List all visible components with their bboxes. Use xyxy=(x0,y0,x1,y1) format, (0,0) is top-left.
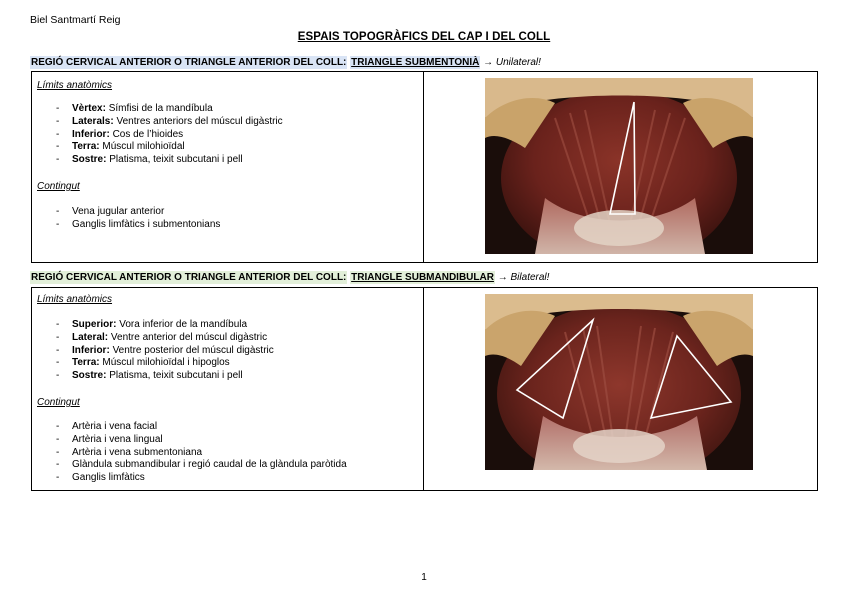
list-item: - Glàndula submandibular i regió caudal de la glàndula paròtida xyxy=(56,459,347,471)
limits-list xyxy=(56,103,283,167)
author-name: Biel Santmartí Reig xyxy=(30,14,121,26)
image-column xyxy=(424,72,817,262)
list-item: - Sostre: Platisma, teixit subcutani i pell xyxy=(56,370,243,382)
list-item: - Artèria i vena submentoniana xyxy=(56,446,203,458)
section-note: Unilateral! xyxy=(495,57,541,68)
list-item: - Terra: Múscul milohioïdal xyxy=(56,141,185,153)
list-item: - Sostre: Platisma, teixit subcutani i pell xyxy=(56,154,243,166)
section-prefix: REGIÓ CERVICAL ANTERIOR O TRIANGLE ANTERIOR DEL COLL: xyxy=(31,272,347,283)
page-number: 1 xyxy=(421,572,427,583)
list-item: - Vena jugular anterior xyxy=(56,206,165,217)
content-list xyxy=(56,421,347,485)
list-item: - Lateral: Ventre anterior del múscul digàstric xyxy=(56,331,268,343)
limits-list xyxy=(56,319,274,383)
section-name: TRIANGLE SUBMENTONIÀ xyxy=(351,57,480,68)
list-item: - Laterals: Ventres anteriors del múscul digàstric xyxy=(56,115,283,127)
section-prefix: REGIÓ CERVICAL ANTERIOR O TRIANGLE ANTERIOR DEL COLL: xyxy=(31,57,347,68)
list-item: - Artèria i vena lingual xyxy=(56,433,163,445)
list-item: - Vèrtex: Símfisi de la mandíbula xyxy=(56,103,213,114)
section-box-submental xyxy=(31,71,818,263)
section-name: TRIANGLE SUBMANDIBULAR xyxy=(351,272,494,283)
content-list xyxy=(56,206,220,232)
section-heading-submental xyxy=(30,57,541,68)
list-item: - Artèria i vena facial xyxy=(56,421,158,432)
list-item: - Inferior: Ventre posterior del múscul digàstric xyxy=(56,344,274,356)
arrow-icon: → xyxy=(483,57,494,68)
content-label: Contingut xyxy=(37,397,80,408)
list-item: - Superior: Vora inferior de la mandíbula xyxy=(56,319,248,330)
arrow-icon: → xyxy=(497,272,508,283)
text-column xyxy=(32,288,424,490)
section-box-submandibular xyxy=(31,287,818,491)
content-label: Contingut xyxy=(37,181,80,192)
anatomy-photo-submental xyxy=(485,78,753,254)
list-item: - Ganglis limfàtics xyxy=(56,472,145,484)
section-note: Bilateral! xyxy=(510,272,550,283)
image-column xyxy=(424,288,817,490)
list-item: - Inferior: Cos de l’hioides xyxy=(56,128,184,140)
section-heading-submandibular xyxy=(30,272,549,283)
anatomy-photo-submandibular xyxy=(485,294,753,470)
page-title: ESPAIS TOPOGRÀFICS DEL CAP I DEL COLL xyxy=(297,31,551,43)
limits-label: Límits anatòmics xyxy=(37,80,113,91)
limits-label: Límits anatòmics xyxy=(37,294,113,305)
list-item: - Ganglis limfàtics i submentonians xyxy=(56,218,221,230)
text-column xyxy=(32,72,424,262)
list-item: - Terra: Múscul milohioïdal i hipoglos xyxy=(56,357,230,369)
